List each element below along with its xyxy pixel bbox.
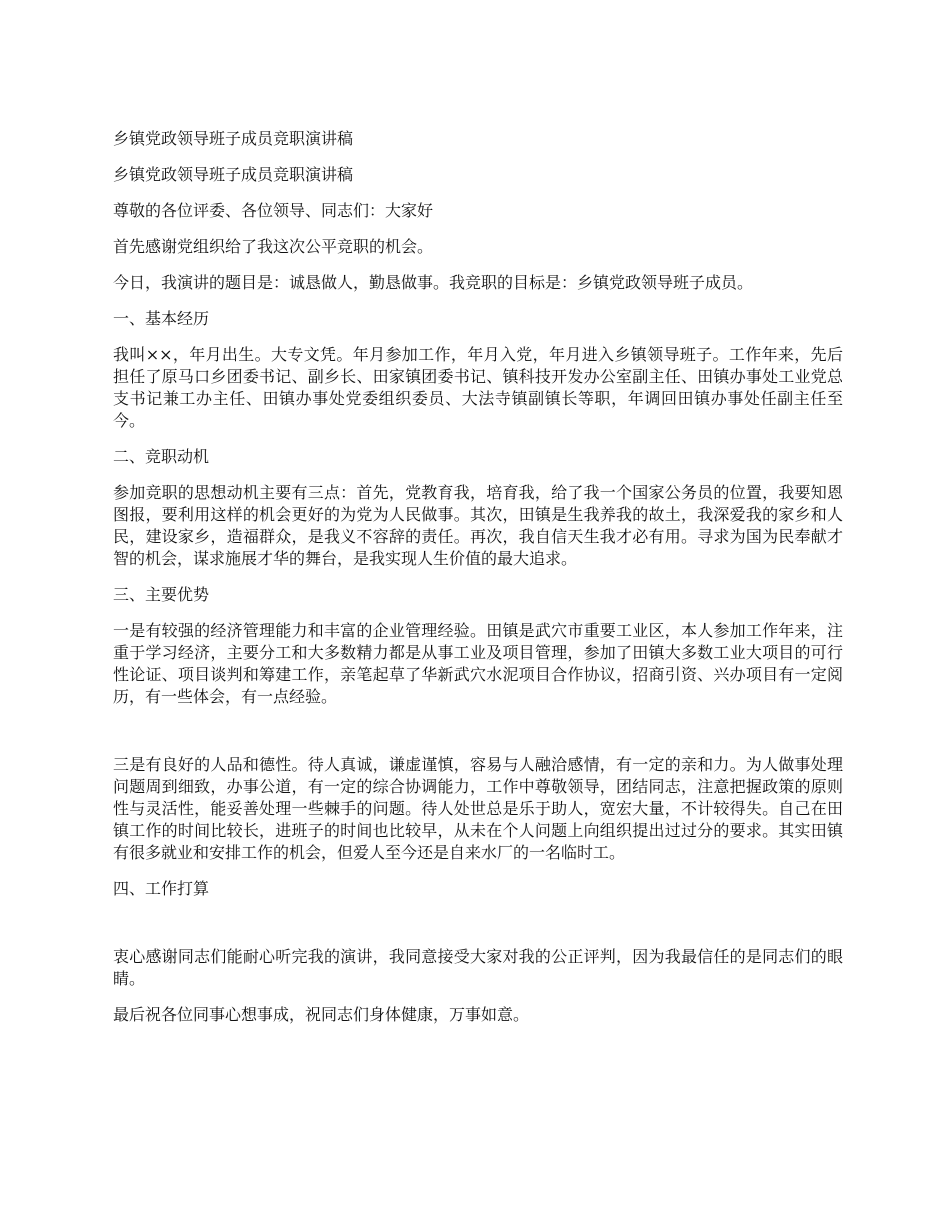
section-heading-strengths: 三、主要优势 <box>113 585 210 604</box>
document-title: 乡镇党政领导班子成员竞职演讲稿 <box>113 129 354 148</box>
section-body-experience: 我叫××，年月出生。大专文凭。年月参加工作，年月入党，年月进入乡镇领导班子。工作年来，先后担任了原马口乡团委书记、副乡长、田家镇团委书记、镇科技开发办公室副主任、田镇办事处工业党总支书记兼工办主任、田镇办事处党委组织委员、大法寺镇副镇长等职，年调回田镇办事处任副主任至今。 <box>113 345 843 430</box>
section-heading-experience: 一、基本经历 <box>113 309 210 328</box>
speech-topic: 今日，我演讲的题目是：诚恳做人，勤恳做事。我竞职的目标是：乡镇党政领导班子成员。 <box>113 273 754 292</box>
strength-point-3: 三是有良好的人品和德性。待人真诚，谦虚谨慎，容易与人融洽感情，有一定的亲和力。为人做事处理问题周到细致，办事公道，有一定的综合协调能力，工作中尊敬领导，团结同志，注意把握政策的原则性与灵活性，能妥善处理一些棘手的问题。待人处世总是乐于助人，宽宏大量，不计较得失。自己在田镇工作的时间比较长，进班子的时间也比较早，从未在个人问题上向组织提出过过分的要求。其实田镇有很多就业和安排工作的机会，但爱人至今还是自来水厂的一名临时工。 <box>113 755 843 862</box>
closing-thanks: 衷心感谢同志们能耐心听完我的演讲，我同意接受大家对我的公正评判，因为我最信任的是同志们的眼睛。 <box>113 947 843 988</box>
document-page <box>113 128 843 1040</box>
strength-point-1: 一是有较强的经济管理能力和丰富的企业管理经验。田镇是武穴市重要工业区，本人参加工作年来，注重于学习经济，主要分工和大多数精力都是从事工业及项目管理，参加了田镇大多数工业大项目的可行性论证、项目谈判和筹建工作，亲笔起草了华新武穴水泥项目合作协议，招商引资、兴办项目有一定阅历，有一些体会，有一点经验。 <box>113 621 843 706</box>
closing-wishes: 最后祝各位同事心想事成，祝同志们身体健康，万事如意。 <box>113 1005 530 1024</box>
section-heading-plans: 四、工作打算 <box>113 879 210 898</box>
section-body-motivation: 参加竞职的思想动机主要有三点：首先，党教育我，培育我，给了我一个国家公务员的位置，我要知恩图报，要利用这样的机会更好的为党为人民做事。其次，田镇是生我养我的故土，我深爱我的家乡和人民，建设家乡，造福群众，是我义不容辞的责任。再次，我自信天生我才必有用。寻求为国为民奉献才智的机会，谋求施展才华的舞台，是我实现人生价值的最大追求。 <box>113 483 843 568</box>
document-subtitle: 乡镇党政领导班子成员竞职演讲稿 <box>113 165 354 184</box>
thanks-intro: 首先感谢党组织给了我这次公平竞职的机会。 <box>113 237 434 256</box>
section-heading-motivation: 二、竞职动机 <box>113 447 210 466</box>
greeting: 尊敬的各位评委、各位领导、同志们：大家好 <box>113 201 434 220</box>
